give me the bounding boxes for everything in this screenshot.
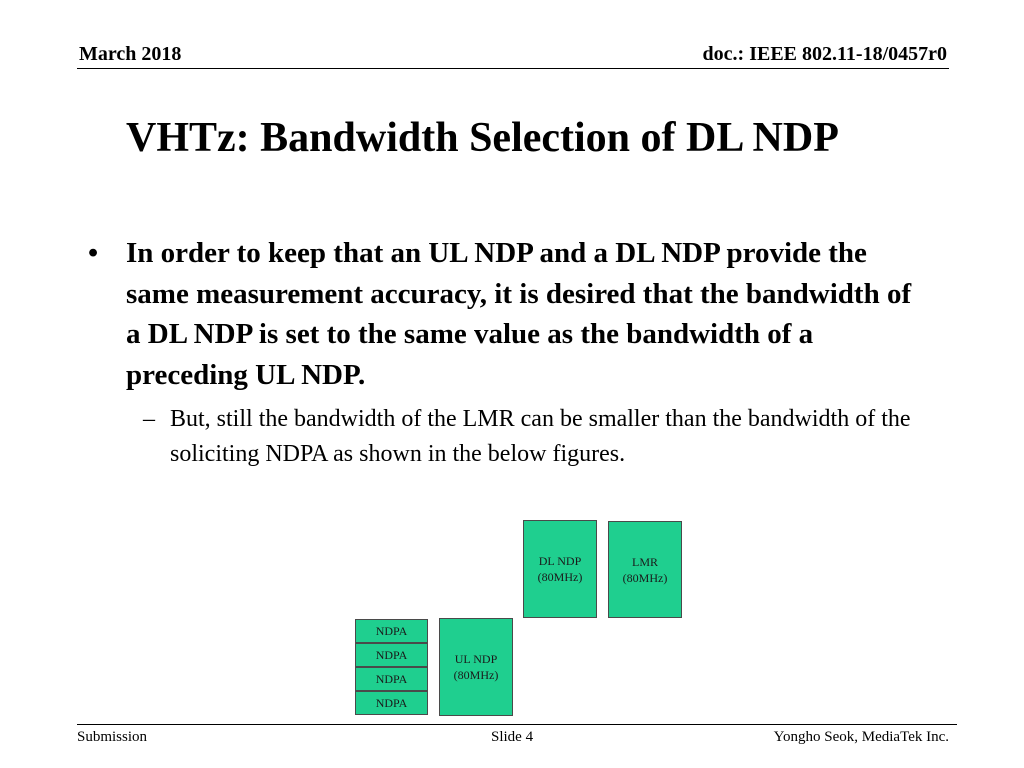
dl-ndp-bandwidth: (80MHz) [537, 570, 583, 584]
lmr-bandwidth: (80MHz) [622, 570, 668, 585]
header-rule [77, 68, 949, 69]
slide-title: VHTz: Bandwidth Selection of DL NDP [126, 115, 839, 161]
ndpa-box: NDPA [355, 691, 428, 715]
ul-ndp-label: UL NDP [454, 652, 498, 666]
header-date: March 2018 [79, 43, 182, 65]
dl-ndp-box [523, 520, 597, 618]
bullet-marker: • [88, 237, 99, 269]
sub-bullet-text: But, still the bandwidth of the LMR can be smaller than the bandwidth of the soliciting NDPA as shown in the below figures. [170, 406, 911, 467]
header-doc-id: doc.: IEEE 802.11-18/0457r0 [702, 43, 947, 65]
bullet-text: In order to keep that an UL NDP and a DL NDP provide the same measurement accuracy, it is desired that the bandwidth of a DL NDP is set to the same value as the bandwidth of a preceding UL NDP. [126, 237, 912, 391]
ndpa-box: NDPA [355, 619, 428, 643]
ul-ndp-box [439, 618, 513, 716]
sub-bullet-marker: – [143, 406, 155, 432]
ndpa-box: NDPA [355, 667, 428, 691]
ndpa-box: NDPA [355, 643, 428, 667]
lmr-label: LMR [631, 554, 658, 569]
footer-submission: Submission [77, 729, 148, 745]
lmr-box [608, 521, 682, 618]
footer-slide-number: Slide 4 [491, 729, 534, 745]
footer-rule [77, 724, 957, 725]
dl-ndp-label: DL NDP [538, 554, 582, 568]
footer-author: Yongho Seok, MediaTek Inc. [773, 729, 949, 745]
ul-ndp-bandwidth: (80MHz) [453, 668, 499, 682]
